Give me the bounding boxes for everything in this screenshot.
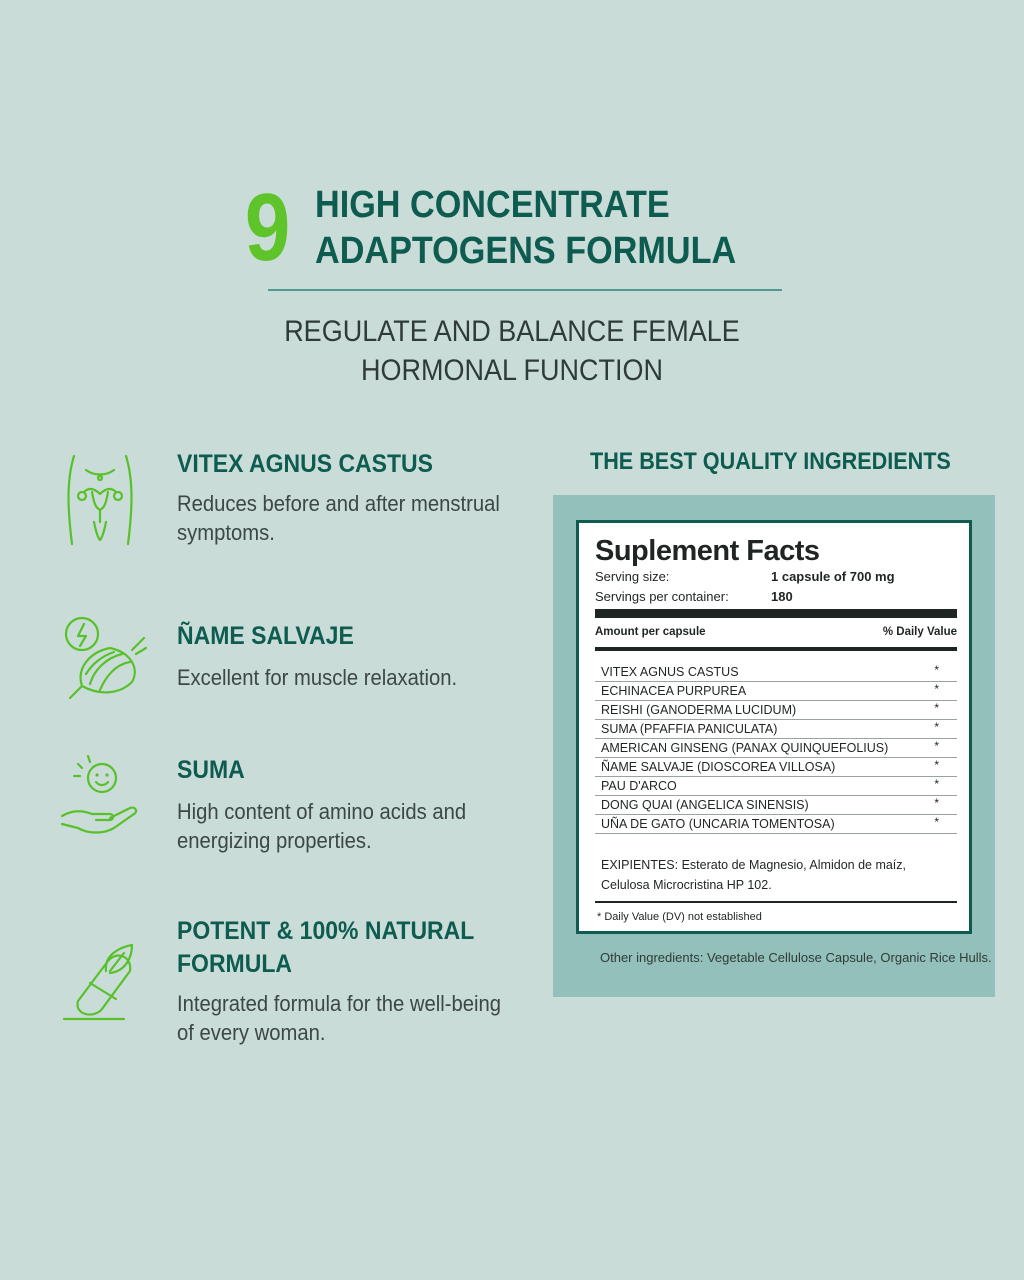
dv-star: * xyxy=(934,815,939,829)
leaf-capsule-icon xyxy=(60,941,150,1041)
ingredient-name: PAU D'ARCO xyxy=(601,779,677,793)
muscle-energy-icon xyxy=(60,612,150,712)
ingredient-name: ECHINACEA PURPUREA xyxy=(601,684,747,698)
list-item xyxy=(595,663,957,682)
dv-star: * xyxy=(934,663,939,677)
list-item xyxy=(595,815,957,834)
serving-size-row xyxy=(595,569,895,584)
dv-star: * xyxy=(934,682,939,696)
servings-row xyxy=(595,589,793,604)
list-item xyxy=(595,758,957,777)
servings-label: Servings per container: xyxy=(595,589,729,604)
supplement-facts-label xyxy=(576,520,972,934)
subtitle xyxy=(0,312,1024,390)
formula-count: 9 xyxy=(245,174,289,281)
smile-hand-icon xyxy=(60,754,150,854)
header-divider xyxy=(268,289,782,291)
ingredient-name: UÑA DE GATO (UNCARIA TOMENTOSA) xyxy=(601,817,835,831)
ingredient-name: DONG QUAI (ANGELICA SINENSIS) xyxy=(601,798,809,812)
dv-star: * xyxy=(934,701,939,715)
list-item xyxy=(595,701,957,720)
ingredients-heading: THE BEST QUALITY INGREDIENTS xyxy=(590,448,951,475)
dv-star: * xyxy=(934,758,939,772)
list-item xyxy=(595,739,957,758)
servings-value: 180 xyxy=(771,589,793,604)
serving-size-value: 1 capsule of 700 mg xyxy=(771,569,895,584)
feature-description: Excellent for muscle relaxation. xyxy=(177,665,458,690)
serving-size-label: Serving size: xyxy=(595,569,670,584)
feature-title: VITEX AGNUS CASTUS xyxy=(177,450,434,478)
page-title xyxy=(315,182,783,274)
feature-title: POTENT & 100% NATURAL FORMULA xyxy=(177,917,474,978)
amount-label: Amount per capsule xyxy=(595,626,706,638)
amount-header-row xyxy=(595,626,957,638)
dv-star: * xyxy=(934,777,939,791)
feature-title: SUMA xyxy=(177,756,245,784)
ingredient-list xyxy=(595,663,957,834)
list-item xyxy=(595,720,957,739)
feature-title: ÑAME SALVAJE xyxy=(177,622,354,650)
ingredient-name: VITEX AGNUS CASTUS xyxy=(601,665,739,679)
daily-value-note: * Daily Value (DV) not established xyxy=(597,911,762,923)
list-item xyxy=(595,777,957,796)
feature-description: High content of amino acids and energizing properties. xyxy=(177,799,467,853)
subtitle-line-2: HORMONAL FUNCTION xyxy=(360,354,664,387)
other-ingredients-text: Other ingredients: Vegetable Cellulose Capsule, Organic Rice Hulls. xyxy=(600,950,992,965)
subtitle-line-1: REGULATE AND BALANCE FEMALE xyxy=(284,315,740,348)
ingredient-name: ÑAME SALVAJE (DIOSCOREA VILLOSA) xyxy=(601,760,836,774)
daily-value-label: % Daily Value xyxy=(882,626,957,638)
feature-description: Integrated formula for the well-being of every woman. xyxy=(177,991,502,1045)
facts-thin-divider xyxy=(595,647,957,651)
title-line-2: ADAPTOGENS FORMULA xyxy=(314,230,736,272)
ingredient-name: SUMA (PFAFFIA PANICULATA) xyxy=(601,722,778,736)
header xyxy=(0,174,1024,281)
feature-description: Reduces before and after menstrual symptoms. xyxy=(177,491,500,545)
dv-star: * xyxy=(934,720,939,734)
female-reproductive-icon xyxy=(60,452,150,552)
dv-star: * xyxy=(934,739,939,753)
dv-star: * xyxy=(934,796,939,810)
facts-thick-divider xyxy=(595,609,957,618)
facts-title: Suplement Facts xyxy=(595,535,820,567)
ingredient-name: AMERICAN GINSENG (PANAX QUINQUEFOLIUS) xyxy=(601,741,889,755)
facts-footer-divider xyxy=(595,901,957,903)
title-line-1: HIGH CONCENTRATE xyxy=(314,184,670,226)
excipients-text: EXIPIENTES: Esterato de Magnesio, Almidon de maíz, Celulosa Microcristina HP 102. xyxy=(601,858,907,892)
list-item xyxy=(595,682,957,701)
ingredient-name: REISHI (GANODERMA LUCIDUM) xyxy=(601,703,797,717)
list-item xyxy=(595,796,957,815)
